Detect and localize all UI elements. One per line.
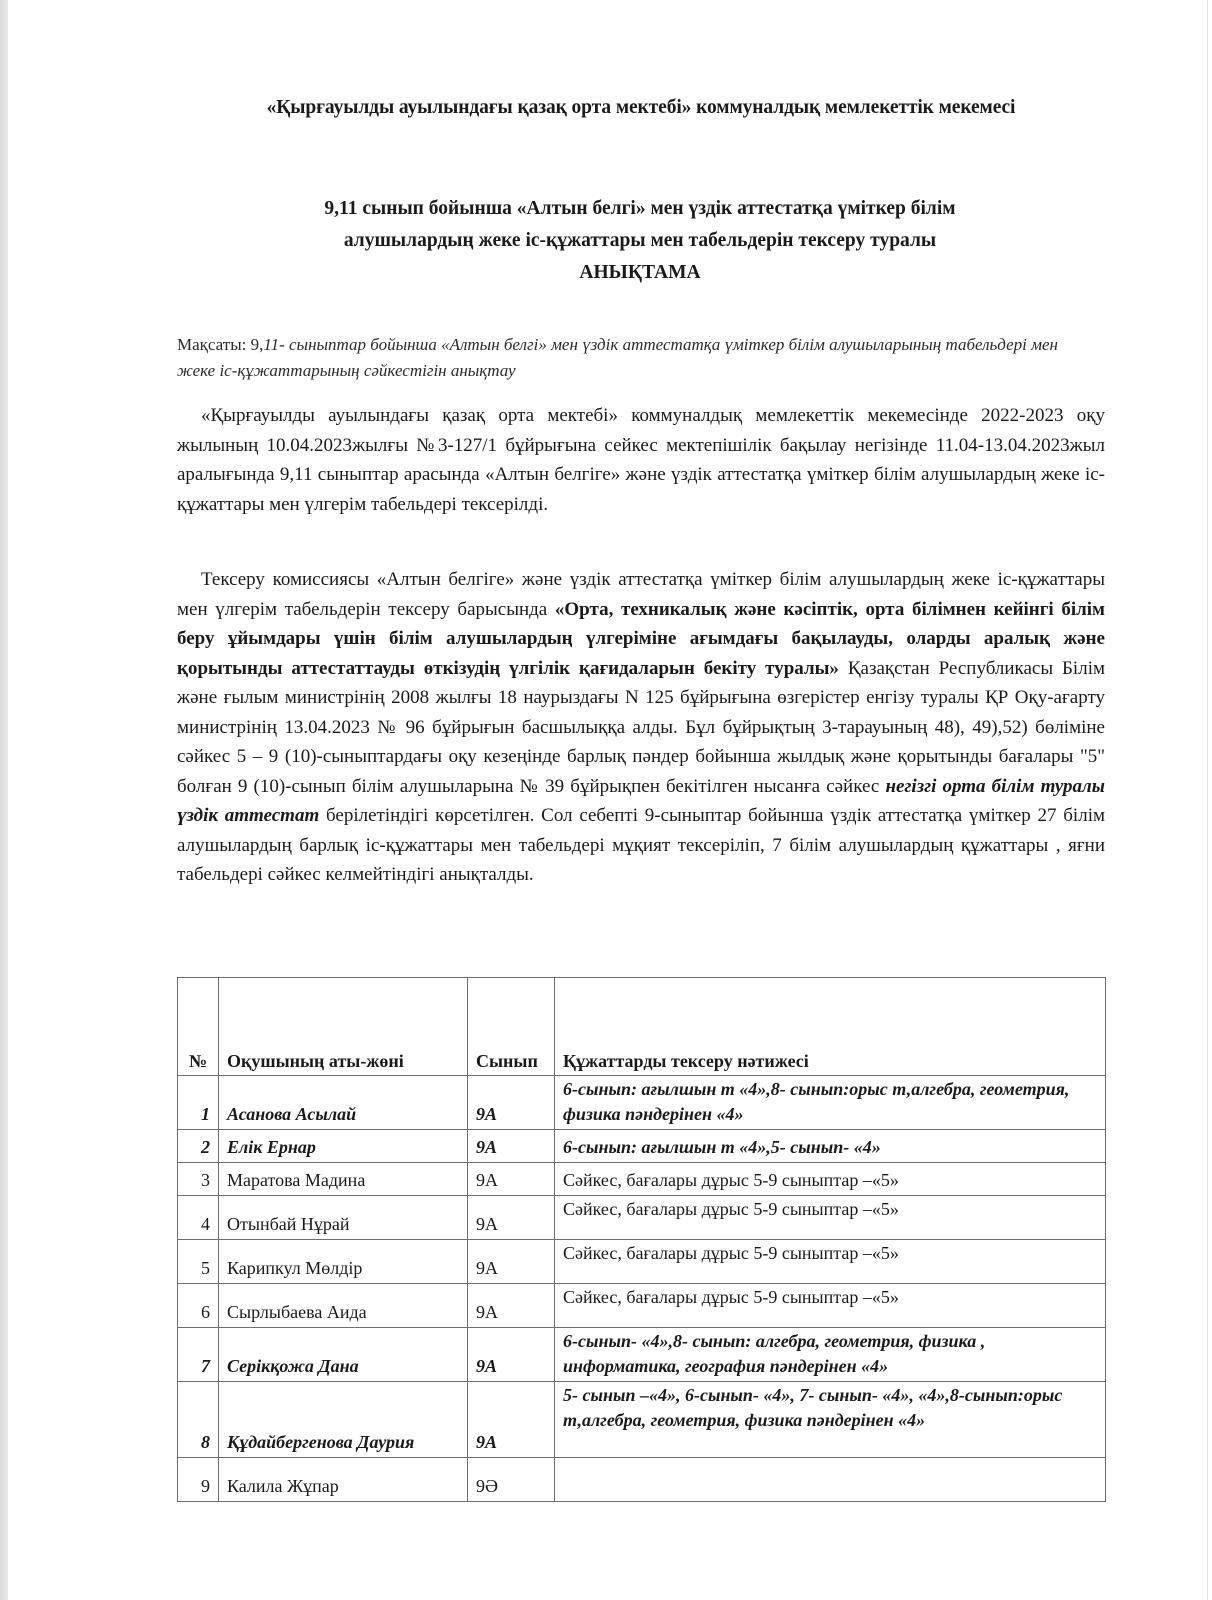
cell-number: 6 — [178, 1284, 219, 1328]
organization-title: «Қырғауылды ауылындағы қазақ орта мектебі» коммуналдық мемлекеттік мекемесі — [266, 97, 1016, 118]
title-line-2: алушылардың жеке іс-құжаттары мен табельдерін тексеру туралы — [343, 230, 937, 251]
cell-result: Сәйкес, бағалары дұрыс 5-9 сыныптар –«5» — [555, 1163, 1106, 1196]
cell-student-name: Құдайбергенова Даурия — [219, 1382, 468, 1458]
cell-result: 5- сынып –«4», 6-сынып- «4», 7- сынып- «4», «4»,8-сынып:орыс т,алгебра, геометрия, физика пәндерінен «4» — [555, 1382, 1106, 1458]
cell-class: 9А — [468, 1240, 555, 1284]
header-student-name: Оқушының аты-жөні — [219, 978, 468, 1076]
paragraph-2-text-c: берілетіндігі көрсетілген. Сол себепті 9-сыныптар бойынша үздік аттестатқа үміткер 27 білім алушылардың барлық іс-құжаттары мен табельдері мұқият тексеріліп, 7 білім алушылардың құжаттары , яғни табельдері сәйкес келмейтіндігі анықталды. — [177, 805, 1105, 885]
cell-class: 9А — [468, 1163, 555, 1196]
paragraph-2 — [177, 565, 1105, 890]
table-header-row — [178, 978, 1106, 1076]
table-row — [178, 1196, 1106, 1240]
purpose-label: Мақсаты: 9, — [177, 335, 264, 354]
table-row — [178, 1076, 1106, 1130]
cell-result: Сәйкес, бағалары дұрыс 5-9 сыныптар –«5» — [555, 1240, 1106, 1284]
paragraph-1: «Қырғауылды ауылындағы қазақ орта мектебі» коммуналдық мемлекеттік мекемесінде 2022-2023 оқу жылының 10.04.2023жылғы №3-127/1 бұйрығына сейкес мектепішілік бақылау негізінде 11.04-13.04.2023жыл аралығында 9,11 сыныптар арасында «Алтын белгіге» және үздік аттестатқа үміткер білім алушылардың жеке іс-құжаттары мен үлгерім табельдері тексерілді. — [177, 405, 1105, 515]
table-row — [178, 1240, 1106, 1284]
cell-student-name: Маратова Мадина — [219, 1163, 468, 1196]
cell-student-name: Сырлыбаева Аида — [219, 1284, 468, 1328]
header-class: Сынып — [468, 978, 555, 1076]
certificate-phrase: негізгі орта білім туралы үздік аттестат — [177, 775, 1105, 826]
cell-student-name: Калила Жұпар — [219, 1458, 468, 1502]
title-line-1: 9,11 сынып бойынша «Алтын белгі» мен үздік аттестатқа үміткер білім — [324, 198, 956, 219]
cell-result: 6-сынып- «4»,8- сынып: алгебра, геометрия, физика , информатика, география пәндерінен «4» — [555, 1328, 1106, 1382]
cell-class: 9Ә — [468, 1458, 555, 1502]
table-body — [178, 1076, 1106, 1502]
cell-number: 7 — [178, 1328, 219, 1382]
regulation-title: «Орта, техникалық және кәсіптік, орта білімнен кейінгі білім беру ұйымдары үшін білім алушылардың үлгеріміне ағымдағы бақылауды, оларды аралық және қорытынды аттестаттауды өткізудің үлгілік қағидаларын бекіту туралы» — [177, 598, 1105, 679]
paragraph-2-text-a: Тексеру комиссиясы «Алтын белгіге» және үздік аттестатқа үміткер білім алушылардың жеке іс-құжаттары мен үлгерім табельдерін тексеру барысында — [177, 569, 1105, 620]
cell-number: 2 — [178, 1130, 219, 1163]
document-title — [200, 193, 1080, 289]
cell-number: 5 — [178, 1240, 219, 1284]
cell-class: 9А — [468, 1382, 555, 1458]
cell-student-name: Серікқожа Дана — [219, 1328, 468, 1382]
title-line-3: АНЫҚТАМА — [579, 262, 701, 283]
paragraph-2-text-b: Қазақстан Республикасы Білім және ғылым министрінің 2008 жылғы 18 наурыздағы N 125 бұйрығына өзгерістер енгізу туралы ҚР Оқу-ағарту министрінің 13.04.2023 № 96 бұйрығын басшылыққа алды. Бұл бұйрықтың 3-тарауының 48), 49),52) бөліміне сәйкес 5 – 9 (10)-сыныптардағы оқу кезеңінде барлық пәндер бойынша жылдық және қорытынды бағалары "5" болған 9 (10)-сынып білім алушыларына № 39 бұйрықпен бекітілген нысанға сәйкес — [177, 657, 1105, 797]
header-number: № — [178, 978, 219, 1076]
cell-class: 9А — [468, 1328, 555, 1382]
cell-student-name: Карипкул Мөлдір — [219, 1240, 468, 1284]
cell-result: 6-сынып: ағылшын т «4»,5- сынып- «4» — [555, 1130, 1106, 1163]
cell-class: 9А — [468, 1284, 555, 1328]
cell-number: 9 — [178, 1458, 219, 1502]
cell-class: 9А — [468, 1076, 555, 1130]
cell-result: 6-сынып: ағылшын т «4»,8- сынып:орыс т,алгебра, геометрия, физика пәндерінен «4» — [555, 1076, 1106, 1130]
table-row — [178, 1284, 1106, 1328]
page-edge-line — [1207, 0, 1208, 1600]
cell-class: 9А — [468, 1196, 555, 1240]
cell-number: 4 — [178, 1196, 219, 1240]
cell-number: 3 — [178, 1163, 219, 1196]
page-edge-shadow — [0, 0, 8, 1600]
cell-result: Сәйкес, бағалары дұрыс 5-9 сыныптар –«5» — [555, 1196, 1106, 1240]
cell-number: 1 — [178, 1076, 219, 1130]
cell-result: Сәйкес, бағалары дұрыс 5-9 сыныптар –«5» — [555, 1284, 1106, 1328]
cell-class: 9А — [468, 1130, 555, 1163]
cell-number: 8 — [178, 1382, 219, 1458]
table-row — [178, 1163, 1106, 1196]
results-table — [177, 977, 1106, 1502]
cell-student-name: Елік Ернар — [219, 1130, 468, 1163]
purpose-text: 11- сыныптар бойынша «Алтын белгі» мен үздік аттестатқа үміткер білім алушыларының табельдері мен жеке іс-құжаттарының сәйкестігін анықтау — [177, 335, 1058, 380]
header-result: Құжаттарды тексеру нәтижесі — [555, 978, 1106, 1076]
cell-student-name: Отынбай Нұрай — [219, 1196, 468, 1240]
table-row — [178, 1130, 1106, 1163]
table-row — [178, 1328, 1106, 1382]
table-row — [178, 1382, 1106, 1458]
purpose-statement — [177, 332, 1077, 384]
table-row — [178, 1458, 1106, 1502]
cell-student-name: Асанова Асылай — [219, 1076, 468, 1130]
cell-result — [555, 1458, 1106, 1502]
